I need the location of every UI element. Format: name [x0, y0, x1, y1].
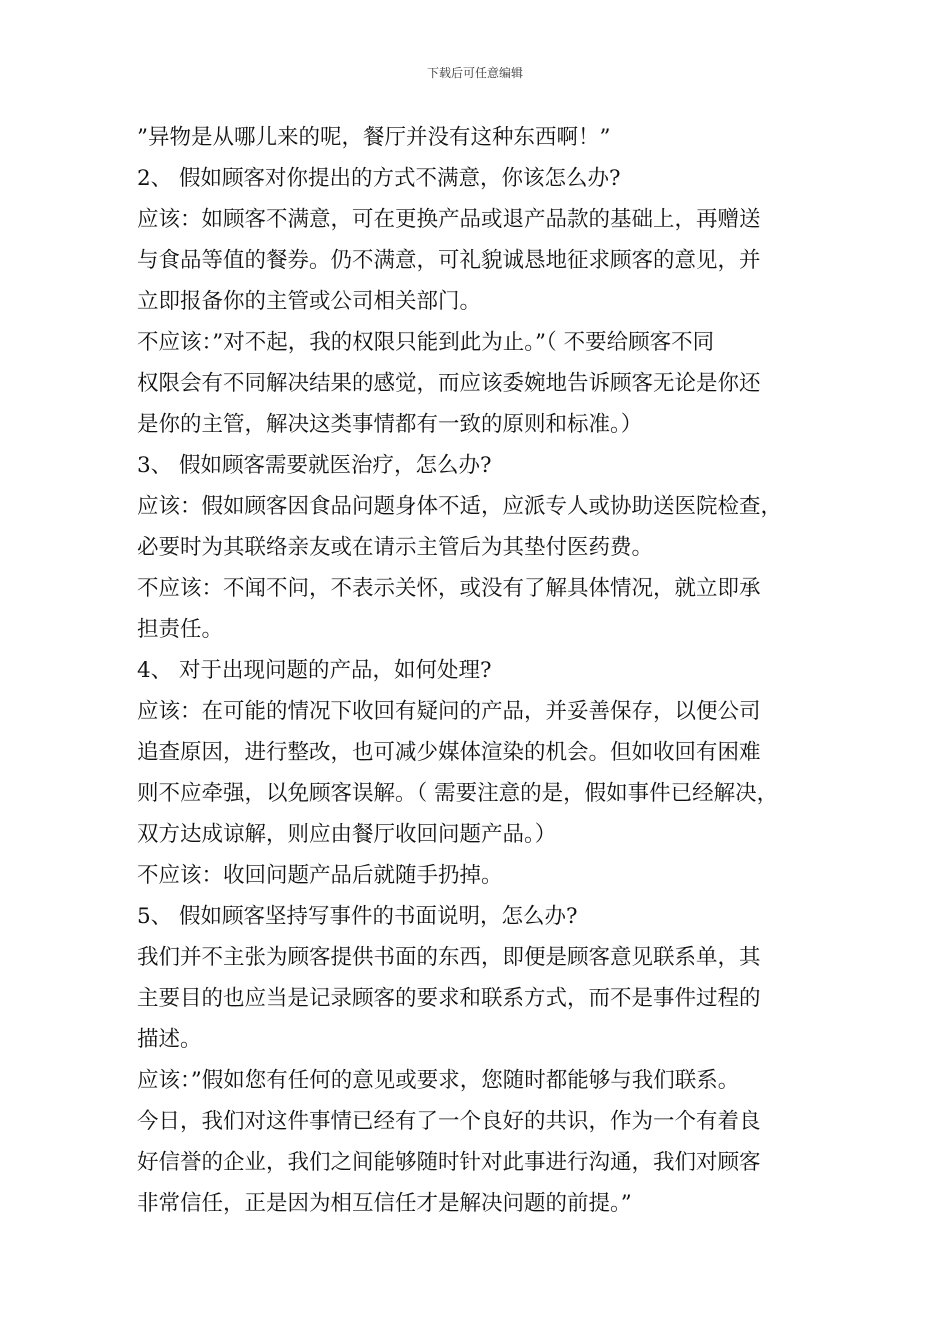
text-line: 则不应牵强，以免顾客误解。（ 需要注意的是，假如事件已经解决，: [137, 781, 779, 806]
text-line: 与食品等值的餐券。仍不满意，可礼貌诚恳地征求顾客的意见，并: [137, 248, 761, 273]
text-line: 应该：如顾客不满意，可在更换产品或退产品款的基础上，再赠送: [137, 207, 761, 232]
text-line: 不应该：不闻不问，不表示关怀，或没有了解具体情况，就立即承: [137, 576, 761, 601]
text-line: ”异物是从哪儿来的呢，餐厅并没有这种东西啊！”: [137, 125, 611, 150]
text-line: 我们并不主张为顾客提供书面的东西，即便是顾客意见联系单，其: [137, 945, 761, 970]
text-line: 应该：”假如您有任何的意见或要求，您随时都能够与我们联系。: [137, 1068, 740, 1093]
text-line: 担责任。: [137, 617, 224, 642]
text-line: 应该：假如顾客因食品问题身体不适，应派专人或协助送医院检查，: [137, 494, 783, 519]
text-line: 不应该：收回问题产品后就随手扔掉。: [137, 863, 503, 888]
question-heading: 5、 假如顾客坚持写事件的书面说明，怎么办?: [137, 904, 578, 929]
text-line: 立即报备你的主管或公司相关部门。: [137, 289, 482, 314]
text-line: 不应该：”对不起，我的权限只能到此为止。”（ 不要给顾客不同: [137, 330, 715, 355]
question-heading: 2、 假如顾客对你提出的方式不满意，你该怎么办?: [137, 166, 621, 191]
text-line: 非常信任，正是因为相互信任才是解决问题的前提。”: [137, 1191, 632, 1216]
question-heading: 4、 对于出现问题的产品，如何处理?: [137, 658, 492, 683]
text-line: 权限会有不同解决结果的感觉，而应该委婉地告诉顾客无论是你还: [137, 371, 761, 396]
text-line: 好信誉的企业，我们之间能够随时针对此事进行沟通，我们对顾客: [137, 1150, 761, 1175]
text-line: 追查原因，进行整改，也可减少媒体渲染的机会。但如收回有困难: [137, 740, 761, 765]
question-heading: 3、 假如顾客需要就医治疗，怎么办?: [137, 453, 492, 478]
text-line: 双方达成谅解，则应由餐厅收回问题产品。）: [137, 822, 557, 847]
text-line: 描述。: [137, 1027, 202, 1052]
page-header: 下载后可任意编辑: [426, 66, 523, 80]
text-line: 应该：在可能的情况下收回有疑问的产品，并妥善保存，以便公司: [137, 699, 761, 724]
text-line: 主要目的也应当是记录顾客的要求和联系方式，而不是事件过程的: [137, 986, 761, 1011]
text-line: 今日，我们对这件事情已经有了一个良好的共识，作为一个有着良: [137, 1109, 761, 1134]
text-line: 是你的主管，解决这类事情都有一致的原则和标准。）: [137, 412, 643, 437]
text-line: 必要时为其联络亲友或在请示主管后为其垫付医药费。: [137, 535, 654, 560]
document-body: [137, 117, 827, 1224]
